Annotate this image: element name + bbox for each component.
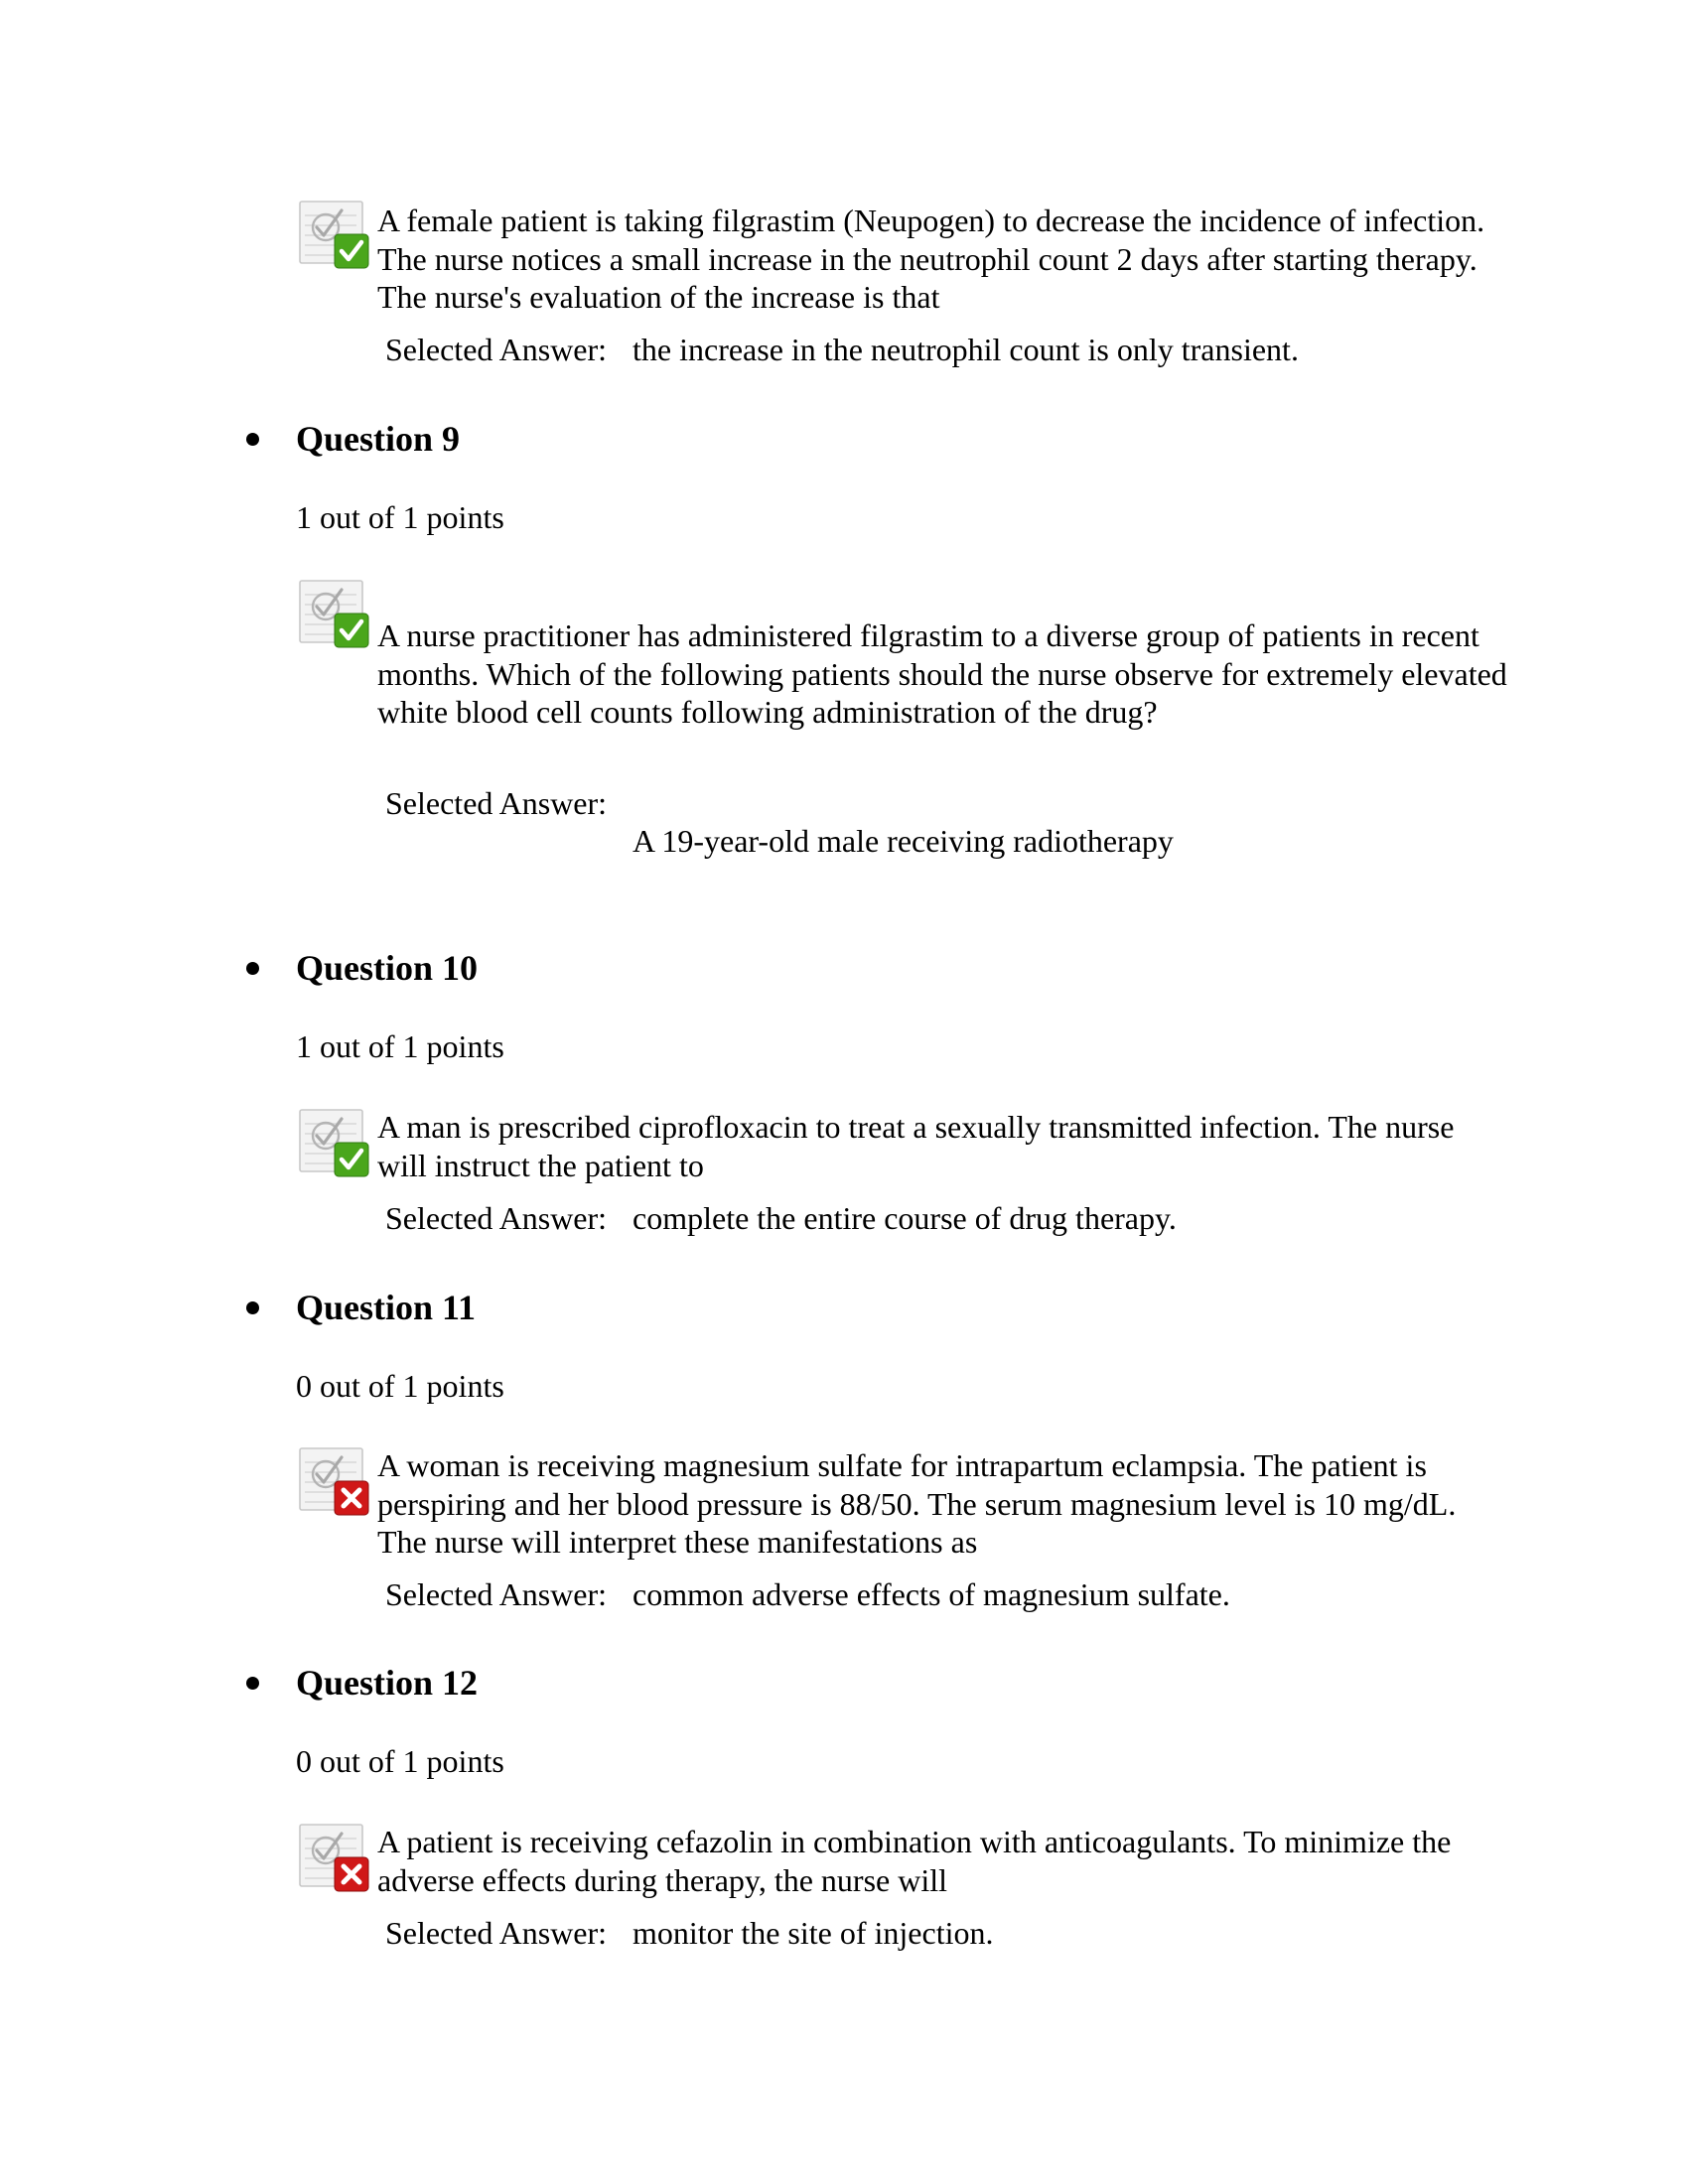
question-heading: Question 11 (296, 1288, 477, 1327)
question-text-line: The nurse will interpret these manifestations as (377, 1524, 978, 1560)
question-text-line: A man is prescribed ciprofloxacin to treat a sexually transmitted infection. The nurse (377, 1109, 1455, 1145)
question-text-line: The nurse's evaluation of the increase is that (377, 279, 940, 315)
question-text-line: A nurse practitioner has administered filgrastim to a diverse group of patients in recent (377, 617, 1479, 653)
graded-correct-icon (299, 578, 370, 649)
question-text-line: A woman is receiving magnesium sulfate for intrapartum eclampsia. The patient is (377, 1447, 1427, 1483)
question-heading: Question 10 (296, 948, 479, 988)
question-text-line: will instruct the patient to (377, 1147, 704, 1183)
graded-correct-icon (299, 1107, 370, 1178)
question-text (377, 202, 1484, 317)
selected-answer-label: Selected Answer: (385, 785, 608, 821)
question-points: 0 out of 1 points (296, 1743, 504, 1779)
question-heading: Question 12 (296, 1663, 479, 1703)
question-text-line: adverse effects during therapy, the nurse will (377, 1861, 948, 1898)
question-text-line: The nurse notices a small increase in the neutrophil count 2 days after starting therapy. (377, 240, 1477, 277)
question-text-line: perspiring and her blood pressure is 88/50. The serum magnesium level is 10 mg/dL. (377, 1485, 1457, 1522)
question-text (377, 1108, 1454, 1184)
selected-answer-label: Selected Answer: (385, 1576, 608, 1612)
selected-answer-value: the increase in the neutrophil count is only transient. (633, 332, 1299, 367)
question-text-line: white blood cell counts following administration of the drug? (377, 694, 1158, 730)
question-text (377, 1823, 1451, 1899)
graded-incorrect-icon (299, 1822, 370, 1893)
question-points: 0 out of 1 points (296, 1368, 504, 1404)
list-bullet (246, 1677, 259, 1690)
list-bullet (246, 962, 259, 975)
selected-answer-value: monitor the site of injection. (633, 1915, 994, 1951)
selected-answer-label: Selected Answer: (385, 1915, 608, 1951)
question-text (377, 616, 1507, 732)
question-text-line: A female patient is taking filgrastim (Neupogen) to decrease the incidence of infection. (377, 203, 1485, 238)
graded-correct-icon (299, 199, 370, 270)
question-text (377, 1446, 1456, 1562)
question-points: 1 out of 1 points (296, 499, 504, 535)
question-text-line: months. Which of the following patients should the nurse observe for extremely elevated (377, 655, 1507, 692)
list-bullet (246, 1301, 259, 1314)
list-bullet (246, 433, 259, 446)
question-text-line: A patient is receiving cefazolin in combination with anticoagulants. To minimize the (377, 1824, 1452, 1859)
selected-answer-value: A 19-year-old male receiving radiotherapy (633, 823, 1174, 859)
selected-answer-value: common adverse effects of magnesium sulfate. (633, 1576, 1230, 1612)
question-heading: Question 9 (296, 419, 461, 459)
question-points: 1 out of 1 points (296, 1028, 504, 1064)
selected-answer-value: complete the entire course of drug therapy. (633, 1200, 1177, 1236)
selected-answer-label: Selected Answer: (385, 1200, 608, 1236)
selected-answer-label: Selected Answer: (385, 332, 608, 367)
graded-incorrect-icon (299, 1445, 370, 1517)
